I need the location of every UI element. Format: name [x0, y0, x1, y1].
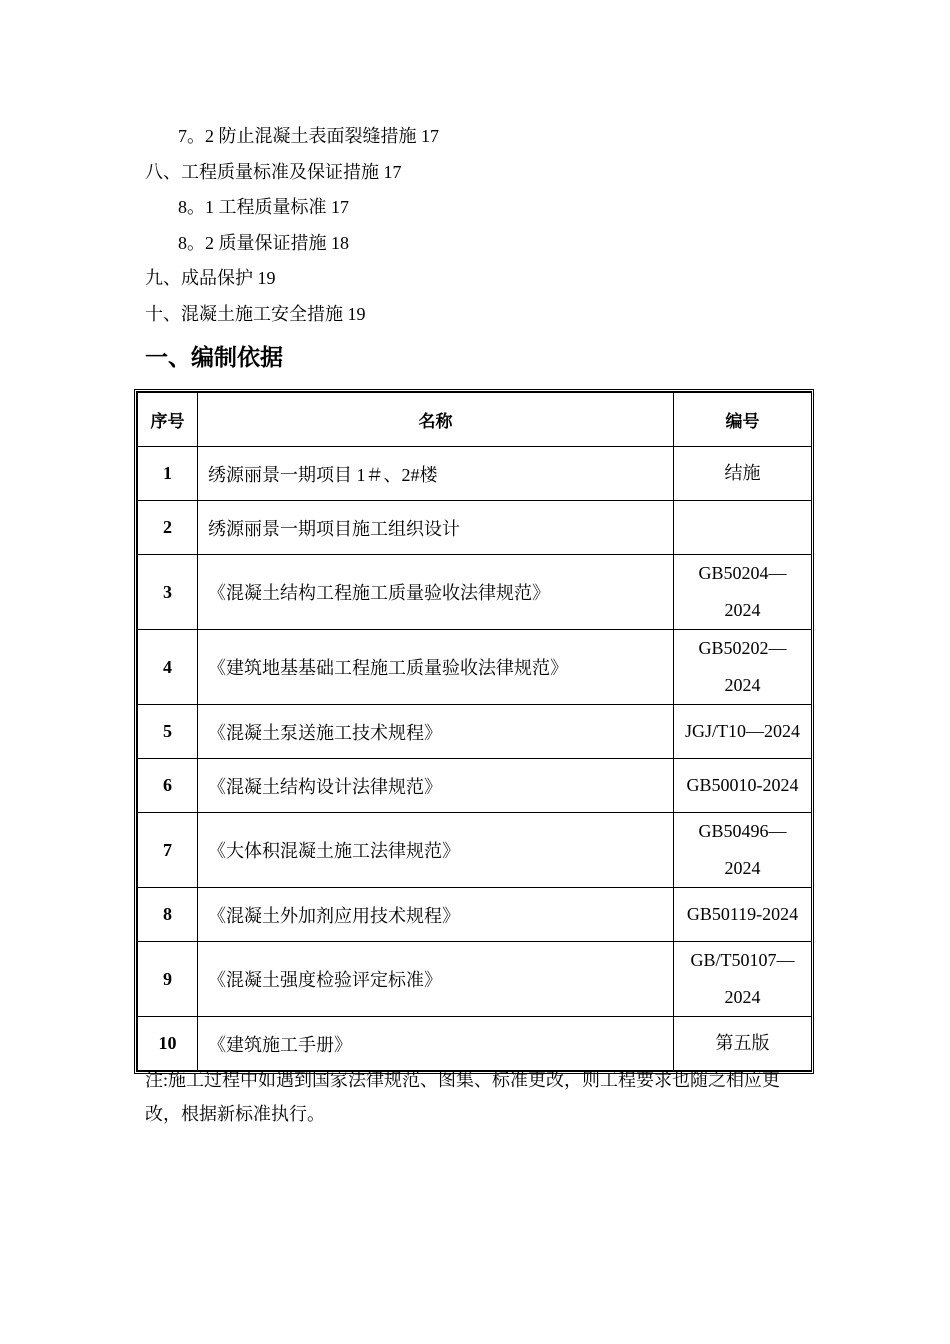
table-row [138, 501, 812, 555]
table-row [138, 759, 812, 813]
table-row [138, 813, 812, 888]
row-name: 《混凝土结构设计法律规范》 [198, 759, 674, 813]
row-code: GB50204—2024 [674, 555, 812, 630]
toc-entry[interactable]: 8。2 质量保证措施 18 [178, 233, 349, 253]
toc-entry[interactable]: 8。1 工程质量标准 17 [178, 197, 349, 217]
footnote: 注:施工过程中如遇到国家法律规范、图集、标准更改，则工程要求也随之相应更改，根据新标准执行。 [145, 1070, 780, 1124]
row-code: GB50202—2024 [674, 630, 812, 705]
row-name: 《大体积混凝土施工法律规范》 [198, 813, 674, 888]
row-index: 7 [138, 813, 198, 888]
toc-entry[interactable]: 八、工程质量标准及保证措施 17 [145, 162, 402, 182]
row-index: 6 [138, 759, 198, 813]
header-code: 编号 [674, 393, 812, 447]
basis-table-frame [134, 389, 814, 1074]
row-name: 绣源丽景一期项目施工组织设计 [198, 501, 674, 555]
row-code: GB/T50107—2024 [674, 942, 812, 1017]
table-row [138, 555, 812, 630]
header-name: 名称 [198, 393, 674, 447]
row-index: 1 [138, 447, 198, 501]
row-code: GB50010-2024 [674, 759, 812, 813]
row-code: JGJ/T10—2024 [674, 705, 812, 759]
table-row [138, 447, 812, 501]
row-index: 9 [138, 942, 198, 1017]
basis-table [137, 392, 812, 1071]
row-name: 《混凝土结构工程施工质量验收法律规范》 [198, 555, 674, 630]
section-heading: 一、编制依据 [145, 345, 283, 371]
row-index: 10 [138, 1017, 198, 1071]
row-name: 《混凝土外加剂应用技术规程》 [198, 888, 674, 942]
row-name: 《混凝土强度检验评定标准》 [198, 942, 674, 1017]
row-index: 3 [138, 555, 198, 630]
row-index: 2 [138, 501, 198, 555]
table-row [138, 630, 812, 705]
header-index: 序号 [138, 393, 198, 447]
row-name: 绣源丽景一期项目 1＃、2#楼 [198, 447, 674, 501]
row-index: 8 [138, 888, 198, 942]
toc-entry[interactable]: 十、混凝土施工安全措施 19 [145, 304, 366, 324]
table-row [138, 888, 812, 942]
row-code [674, 501, 812, 555]
row-name: 《建筑地基基础工程施工质量验收法律规范》 [198, 630, 674, 705]
table-row [138, 705, 812, 759]
row-name: 《混凝土泵送施工技术规程》 [198, 705, 674, 759]
toc-entry[interactable]: 九、成品保护 19 [145, 268, 276, 288]
row-index: 5 [138, 705, 198, 759]
row-code: GB50496—2024 [674, 813, 812, 888]
row-index: 4 [138, 630, 198, 705]
table-row [138, 942, 812, 1017]
row-code: 结施 [674, 447, 812, 501]
table-header-row [138, 393, 812, 447]
row-code: GB50119-2024 [674, 888, 812, 942]
row-name: 《建筑施工手册》 [198, 1017, 674, 1071]
toc-entry[interactable]: 7。2 防止混凝土表面裂缝措施 17 [178, 126, 439, 146]
row-code: 第五版 [674, 1017, 812, 1071]
